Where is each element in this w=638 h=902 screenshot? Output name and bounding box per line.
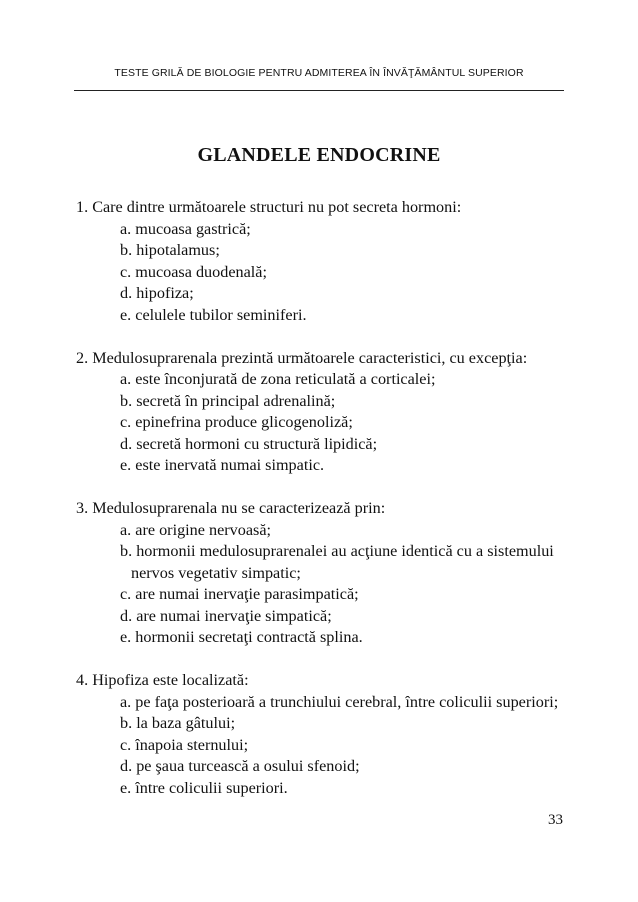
answer-option: e. între coliculii superiori.: [120, 778, 288, 797]
answer-option: a. pe faţa posterioară a trunchiului cerebral, între coliculii superiori;: [120, 692, 559, 711]
answer-option: b. hipotalamus;: [120, 241, 220, 259]
answer-option: e. este inervată numai simpatic.: [120, 456, 325, 474]
answer-option: c. înapoia sternului;: [120, 735, 249, 754]
answer-list: [76, 520, 576, 649]
question-3: [76, 498, 576, 649]
question-stem: 1. Care dintre următoarele structuri nu pot secreta hormoni:: [76, 198, 462, 216]
answer-option: d. pe şaua turcească a osului sfenoid;: [120, 757, 360, 775]
answer-option: c. mucoasa duodenală;: [120, 262, 267, 281]
answer-list: [76, 369, 576, 477]
answer-option: d. are numai inervaţie simpatică;: [120, 606, 332, 625]
answer-option: c. epinefrina produce glicogenoliză;: [120, 413, 353, 431]
question-stem: 4. Hipofiza este localizată:: [76, 671, 249, 689]
question-list: [76, 197, 576, 821]
running-header: TESTE GRILĂ DE BIOLOGIE PENTRU ADMITEREA ÎN ÎNVĂŢĂMÂNTUL SUPERIOR: [114, 67, 524, 79]
question-2: [76, 348, 576, 477]
question-stem: 2. Medulosuprarenala prezintă următoarele caracteristici, cu excepţia:: [76, 348, 528, 367]
answer-option: d. hipofiza;: [120, 284, 194, 302]
answer-list: [76, 219, 576, 327]
question-1: [76, 197, 576, 326]
answer-list: [76, 692, 576, 800]
answer-option: b. la baza gâtului;: [120, 714, 236, 732]
question-4: [76, 670, 576, 799]
chapter-title: GLANDELE ENDOCRINE: [197, 144, 441, 166]
answer-option: d. secretă hormoni cu structură lipidică;: [120, 434, 378, 453]
page-number: 33: [548, 812, 563, 828]
question-stem: 3. Medulosuprarenala nu se caracterizează prin:: [76, 499, 386, 517]
answer-option: a. este înconjurată de zona reticulată a corticalei;: [120, 370, 436, 388]
answer-option: e. hormonii secretaţi contractă splina.: [120, 628, 363, 646]
answer-option: a. mucoasa gastrică;: [120, 219, 251, 238]
answer-option: a. are origine nervoasă;: [120, 520, 272, 539]
answer-option: b. hormonii medulosuprarenalei au acţiune identică cu a sistemului nervos vegetativ simpatic;: [120, 542, 554, 582]
answer-option: b. secretă în principal adrenalină;: [120, 391, 336, 410]
answer-option: e. celulele tubilor seminiferi.: [120, 305, 307, 324]
answer-option: c. are numai inervaţie parasimpatică;: [120, 585, 359, 603]
header-divider: [74, 90, 564, 91]
